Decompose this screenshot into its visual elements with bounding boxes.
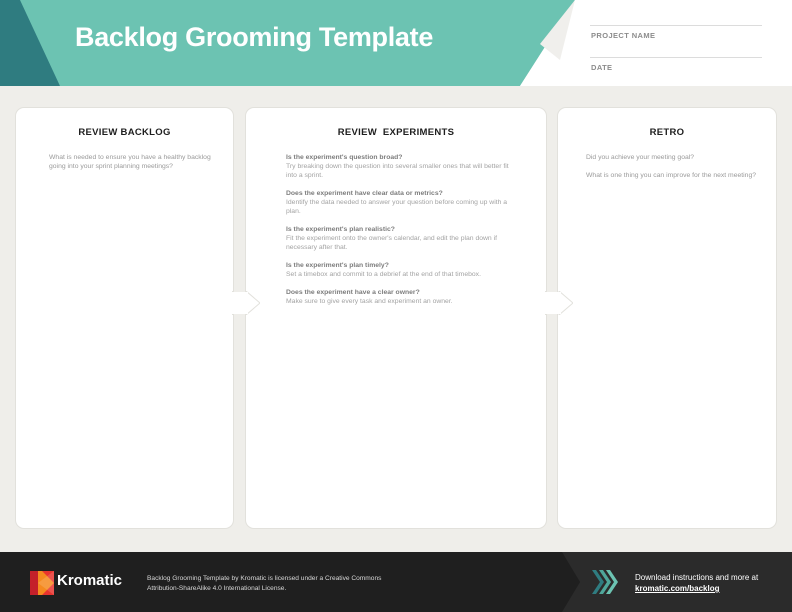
experiment-question: Does the experiment have clear data or metrics? — [286, 190, 443, 197]
review-backlog-card — [15, 107, 234, 529]
flow-arrow-icon — [232, 291, 260, 315]
experiment-answer: Try breaking down the question into several smaller ones that will better fit into a sprint. — [286, 163, 509, 179]
experiment-question: Is the experiment's question broad? — [286, 154, 403, 161]
download-link[interactable]: kromatic.com/backlog — [635, 584, 720, 593]
footer — [0, 552, 792, 612]
experiment-question: Does the experiment have a clear owner? — [286, 289, 420, 296]
review-backlog-prompt: What is needed to ensure you have a healthy backlog going into your sprint planning meetings? — [49, 154, 211, 170]
experiment-question: Is the experiment's plan timely? — [286, 262, 389, 269]
download-text: Download instructions and more at — [635, 573, 759, 582]
experiment-question: Is the experiment's plan realistic? — [286, 226, 395, 233]
header-banner — [0, 0, 792, 86]
review-backlog-title: REVIEW BACKLOG — [78, 127, 171, 138]
double-chevron-icon — [592, 570, 618, 594]
list-item — [286, 261, 511, 279]
review-experiments-card — [245, 107, 547, 529]
license-text: Backlog Grooming Template by Kromatic is licensed under a Creative Commons Attribution-ShareAlike 4.0 International License. — [147, 575, 382, 592]
list-item — [286, 189, 511, 216]
experiment-answer: Identify the data needed to answer your question before coming up with a plan. — [286, 199, 508, 215]
page-title: Backlog Grooming Template — [75, 22, 434, 52]
list-item — [286, 225, 511, 252]
experiment-answer: Fit the experiment onto the owner's calendar, and edit the plan down if necessary after that. — [286, 235, 497, 251]
list-item — [286, 153, 511, 180]
flow-arrow-icon — [545, 291, 573, 315]
project-name-label: PROJECT NAME — [591, 31, 656, 40]
footer-brand: Kromatic — [57, 572, 123, 589]
retro-prompts — [586, 153, 761, 180]
date-label: DATE — [591, 63, 613, 72]
retro-title: RETRO — [649, 127, 685, 138]
project-name-line[interactable] — [590, 25, 762, 26]
experiment-answer: Set a timebox and commit to a debrief at the end of that timebox. — [286, 271, 481, 278]
retro-question-2: What is one thing you can improve for the next meeting? — [586, 172, 757, 179]
experiments-question-list — [286, 153, 511, 315]
retro-card — [557, 107, 777, 529]
retro-question-1: Did you achieve your meeting goal? — [586, 154, 695, 161]
download-info — [635, 572, 758, 594]
date-line[interactable] — [590, 57, 762, 58]
kromatic-logo-icon — [30, 571, 54, 595]
experiment-answer: Make sure to give every task and experiment an owner. — [286, 298, 453, 305]
list-item — [286, 288, 511, 306]
review-experiments-title: REVIEW EXPERIMENTS — [337, 127, 455, 138]
